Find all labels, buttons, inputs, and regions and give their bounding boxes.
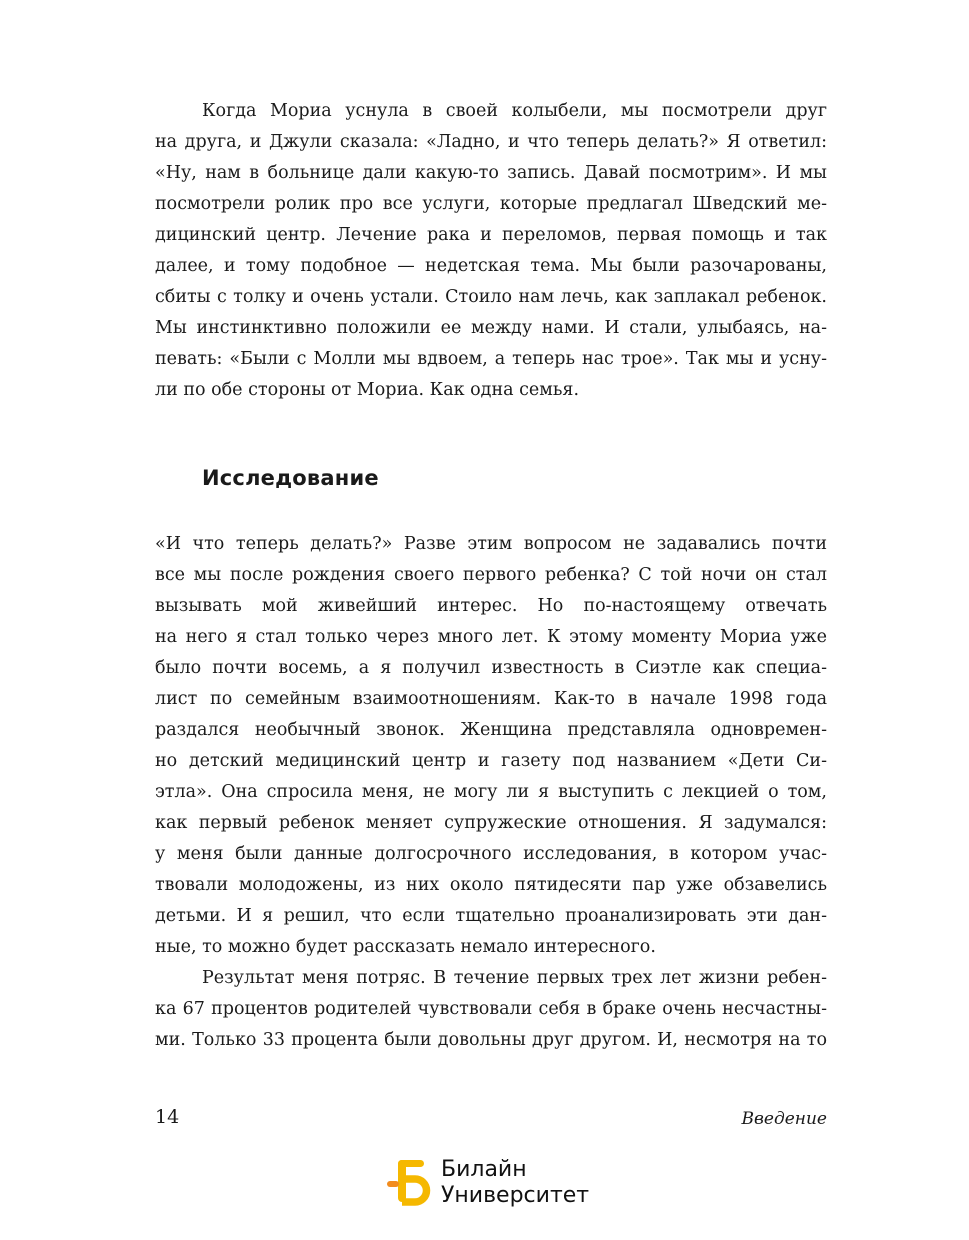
text-line: певать: «Были с Молли мы вдвоем, а теперь нас трое». Так мы и усну- [155,349,827,369]
paragraph-3 [155,963,827,1056]
beeline-logo-icon [385,1157,431,1209]
text-line: посмотрели ролик про все услуги, которые предлагал Шведский ме- [155,194,827,214]
logo-line-2: Университет [441,1183,590,1208]
paragraph-2 [155,529,827,963]
text-line: «И что теперь делать?» Разве этим вопросом не задавались почти [155,534,827,554]
logo-wordmark [441,1157,589,1209]
text-line: ные, то можно будет рассказать немало интересного. [155,937,656,957]
text-line: этла». Она спросила меня, не могу ли я выступить с лекцией о том, [155,782,827,802]
text-line: лист по семейным взаимоотношениям. Как-то в начале 1998 года [155,689,827,709]
text-line: на друга, и Джули сказала: «Ладно, и что теперь делать?» Я ответил: [155,132,827,152]
paragraph-1 [155,96,827,406]
text-line: дицинский центр. Лечение рака и переломов, первая помощь и так [155,225,827,245]
text-line: раздался необычный звонок. Женщина представляла одновремен- [155,720,827,740]
text-line: ми. Только 33 процента были довольны друг другом. И, несмотря на то [155,1030,827,1050]
text-line: но детский медицинский центр и газету под названием «Дети Си- [155,751,827,771]
page-number: 14 [155,1106,180,1128]
text-line: детьми. И я решил, что если тщательно проанализировать эти дан- [155,906,827,926]
publisher-logo [385,1155,589,1211]
text-line: было почти восемь, а я получил известность в Сиэтле как специа- [155,658,827,678]
running-title: Введение [741,1109,827,1129]
text-line: «Ну, нам в больнице дали какую-то запись. Давай посмотрим». И мы [155,163,827,183]
text-line: у меня были данные долгосрочного исследования, в котором учас- [155,844,827,864]
text-line: на него я стал только через много лет. К этому моменту Мориа уже [155,627,827,647]
text-line: Мы инстинктивно положили ее между нами. И стали, улыбаясь, на- [155,318,827,338]
text-line: сбиты с толку и очень устали. Стоило нам лечь, как заплакал ребенок. [155,287,827,307]
text-line: Когда Мориа уснула в своей колыбели, мы посмотрели друг [202,101,827,121]
text-line: вызывать мой живейший интерес. Но по-настоящему отвечать [155,596,827,616]
text-line: далее, и тому подобное — недетская тема. Мы были разочарованы, [155,256,827,276]
text-line: твовали молодожены, из них около пятидесяти пар уже обзавелись [155,875,827,895]
text-line: Результат меня потряс. В течение первых трех лет жизни ребен- [202,968,827,988]
text-line: ка 67 процентов родителей чувствовали себя в браке очень несчастны- [155,999,827,1019]
section-heading: Исследование [202,466,379,490]
text-line: все мы после рождения своего первого ребенка? С той ночи он стал [155,565,827,585]
logo-dash [387,1181,399,1187]
text-line: ли по обе стороны от Мориа. Как одна семья. [155,380,580,400]
logo-line-1: Билайн [441,1157,527,1182]
text-line: как первый ребенок меняет супружеские отношения. Я задумался: [155,813,827,833]
